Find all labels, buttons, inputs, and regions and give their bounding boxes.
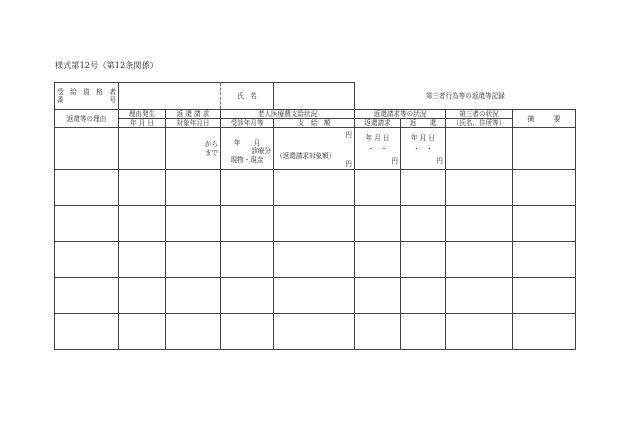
year-month-label: 年 月: [233, 139, 261, 148]
payment-yen-label: 円: [345, 130, 352, 139]
col-third-party-line-2: （氏名、住所等）: [446, 119, 513, 128]
claim-date-cell[interactable]: [355, 206, 401, 242]
claim-period-cell[interactable]: [166, 242, 221, 278]
data-row-3[interactable]: [55, 206, 576, 242]
return-record-form: [54, 82, 576, 350]
remarks-cell[interactable]: [513, 242, 576, 278]
claim-date-cell[interactable]: [355, 314, 401, 350]
third-party-cell[interactable]: [446, 128, 513, 170]
col-claim-group: 返還請求等の状況: [355, 110, 446, 119]
payment-amount-cell[interactable]: [274, 206, 355, 242]
record-title-text: 第三者行為等の返還等記録: [425, 91, 505, 100]
col-claim: 返還請求: [355, 119, 401, 128]
reason-cell[interactable]: [55, 278, 119, 314]
reason-cell[interactable]: [55, 242, 119, 278]
name-label: 氏 名: [221, 83, 274, 110]
occurrence-date-cell[interactable]: [119, 128, 166, 170]
recipient-label-line-1: 受給資格者: [57, 87, 116, 96]
third-party-cell[interactable]: [446, 242, 513, 278]
claim-period-cell[interactable]: [166, 314, 221, 350]
visit-month-cell[interactable]: [221, 170, 274, 206]
visit-month-cell[interactable]: [221, 314, 274, 350]
third-party-cell[interactable]: [446, 206, 513, 242]
reason-cell[interactable]: [55, 128, 119, 170]
claim-target-yen-label: 円: [345, 160, 352, 169]
data-row-5[interactable]: [55, 278, 576, 314]
data-row-6[interactable]: [55, 314, 576, 350]
claim-period-cell[interactable]: [166, 206, 221, 242]
occurrence-date-cell[interactable]: [119, 206, 166, 242]
remarks-cell[interactable]: [513, 206, 576, 242]
third-party-cell[interactable]: [446, 170, 513, 206]
claim-period-cell[interactable]: [166, 170, 221, 206]
col-remarks: 摘 要: [513, 110, 576, 128]
repayment-date-label: 年 月 日: [411, 133, 435, 142]
remarks-cell[interactable]: [513, 314, 576, 350]
repayment-yen-label: 円: [436, 157, 443, 166]
data-row-4[interactable]: [55, 242, 576, 278]
claim-date-cell[interactable]: [355, 128, 401, 170]
goods-cash-label: 現物・現金: [230, 155, 264, 164]
data-row-1[interactable]: [55, 128, 576, 170]
remarks-cell[interactable]: [513, 128, 576, 170]
claim-date-cell[interactable]: [355, 278, 401, 314]
repayment-date-cell[interactable]: [401, 206, 446, 242]
remarks-cell[interactable]: [513, 278, 576, 314]
col-claim-period-line-2: 対象年月日: [166, 119, 221, 128]
claim-yen-label: 円: [391, 157, 398, 166]
recipient-number-field[interactable]: [119, 83, 221, 110]
payment-amount-cell[interactable]: [274, 128, 355, 170]
claim-target-label: （返還請求対象額）: [276, 151, 336, 160]
column-group-row: [55, 110, 576, 119]
repayment-date-cell[interactable]: [401, 242, 446, 278]
payment-amount-cell[interactable]: [274, 314, 355, 350]
col-third-party-line-1: 第三者の状況: [446, 110, 513, 119]
visit-month-cell[interactable]: [221, 278, 274, 314]
claim-date-label: 年 月 日: [365, 133, 390, 142]
remarks-cell[interactable]: [513, 170, 576, 206]
repayment-date-dots: ・ ・: [413, 144, 433, 153]
col-visit-month: 受診年月等: [221, 119, 274, 128]
header-row: [55, 83, 576, 110]
col-payment-amount: 支 給 額: [274, 119, 355, 128]
col-repayment: 返 還: [401, 119, 446, 128]
form-title: 様式第12号（第12条関係）: [55, 61, 159, 70]
record-title: [355, 83, 576, 110]
visit-month-cell[interactable]: [221, 206, 274, 242]
payment-amount-cell[interactable]: [274, 170, 355, 206]
recipient-number-label: [55, 83, 119, 110]
occurrence-date-cell[interactable]: [119, 314, 166, 350]
reason-cell[interactable]: [55, 314, 119, 350]
claim-date-cell[interactable]: [355, 170, 401, 206]
to-label: まで: [204, 148, 218, 157]
col-reason: 返還等の理由: [55, 110, 119, 128]
col-medical-group: 老人医療費支給状況: [221, 110, 355, 119]
reason-cell[interactable]: [55, 170, 119, 206]
repayment-date-cell[interactable]: [401, 314, 446, 350]
payment-amount-cell[interactable]: [274, 278, 355, 314]
occurrence-date-cell[interactable]: [119, 278, 166, 314]
repayment-date-cell[interactable]: [401, 278, 446, 314]
col-claim-period-line-1: 返 還 請 求: [166, 110, 221, 119]
name-field[interactable]: [274, 83, 355, 110]
data-row-2[interactable]: [55, 170, 576, 206]
claim-date-dots: ・ ・: [367, 144, 388, 153]
recipient-label-line-2: 番 号: [57, 96, 116, 104]
col-occurrence-line-1: 理由発生: [119, 110, 166, 119]
treatment-label: 診療分: [251, 147, 271, 156]
payment-amount-cell[interactable]: [274, 242, 355, 278]
visit-month-cell[interactable]: [221, 242, 274, 278]
col-occurrence-line-2: 年 月 日: [119, 119, 166, 128]
claim-period-cell[interactable]: [166, 278, 221, 314]
reason-cell[interactable]: [55, 206, 119, 242]
repayment-date-cell[interactable]: [401, 170, 446, 206]
from-label: から: [204, 140, 218, 149]
claim-date-cell[interactable]: [355, 242, 401, 278]
visit-month-cell[interactable]: [221, 128, 274, 170]
occurrence-date-cell[interactable]: [119, 242, 166, 278]
third-party-cell[interactable]: [446, 314, 513, 350]
claim-period-cell[interactable]: [166, 128, 221, 170]
repayment-date-cell[interactable]: [401, 128, 446, 170]
third-party-cell[interactable]: [446, 278, 513, 314]
column-sub-row: [55, 119, 576, 128]
occurrence-date-cell[interactable]: [119, 170, 166, 206]
